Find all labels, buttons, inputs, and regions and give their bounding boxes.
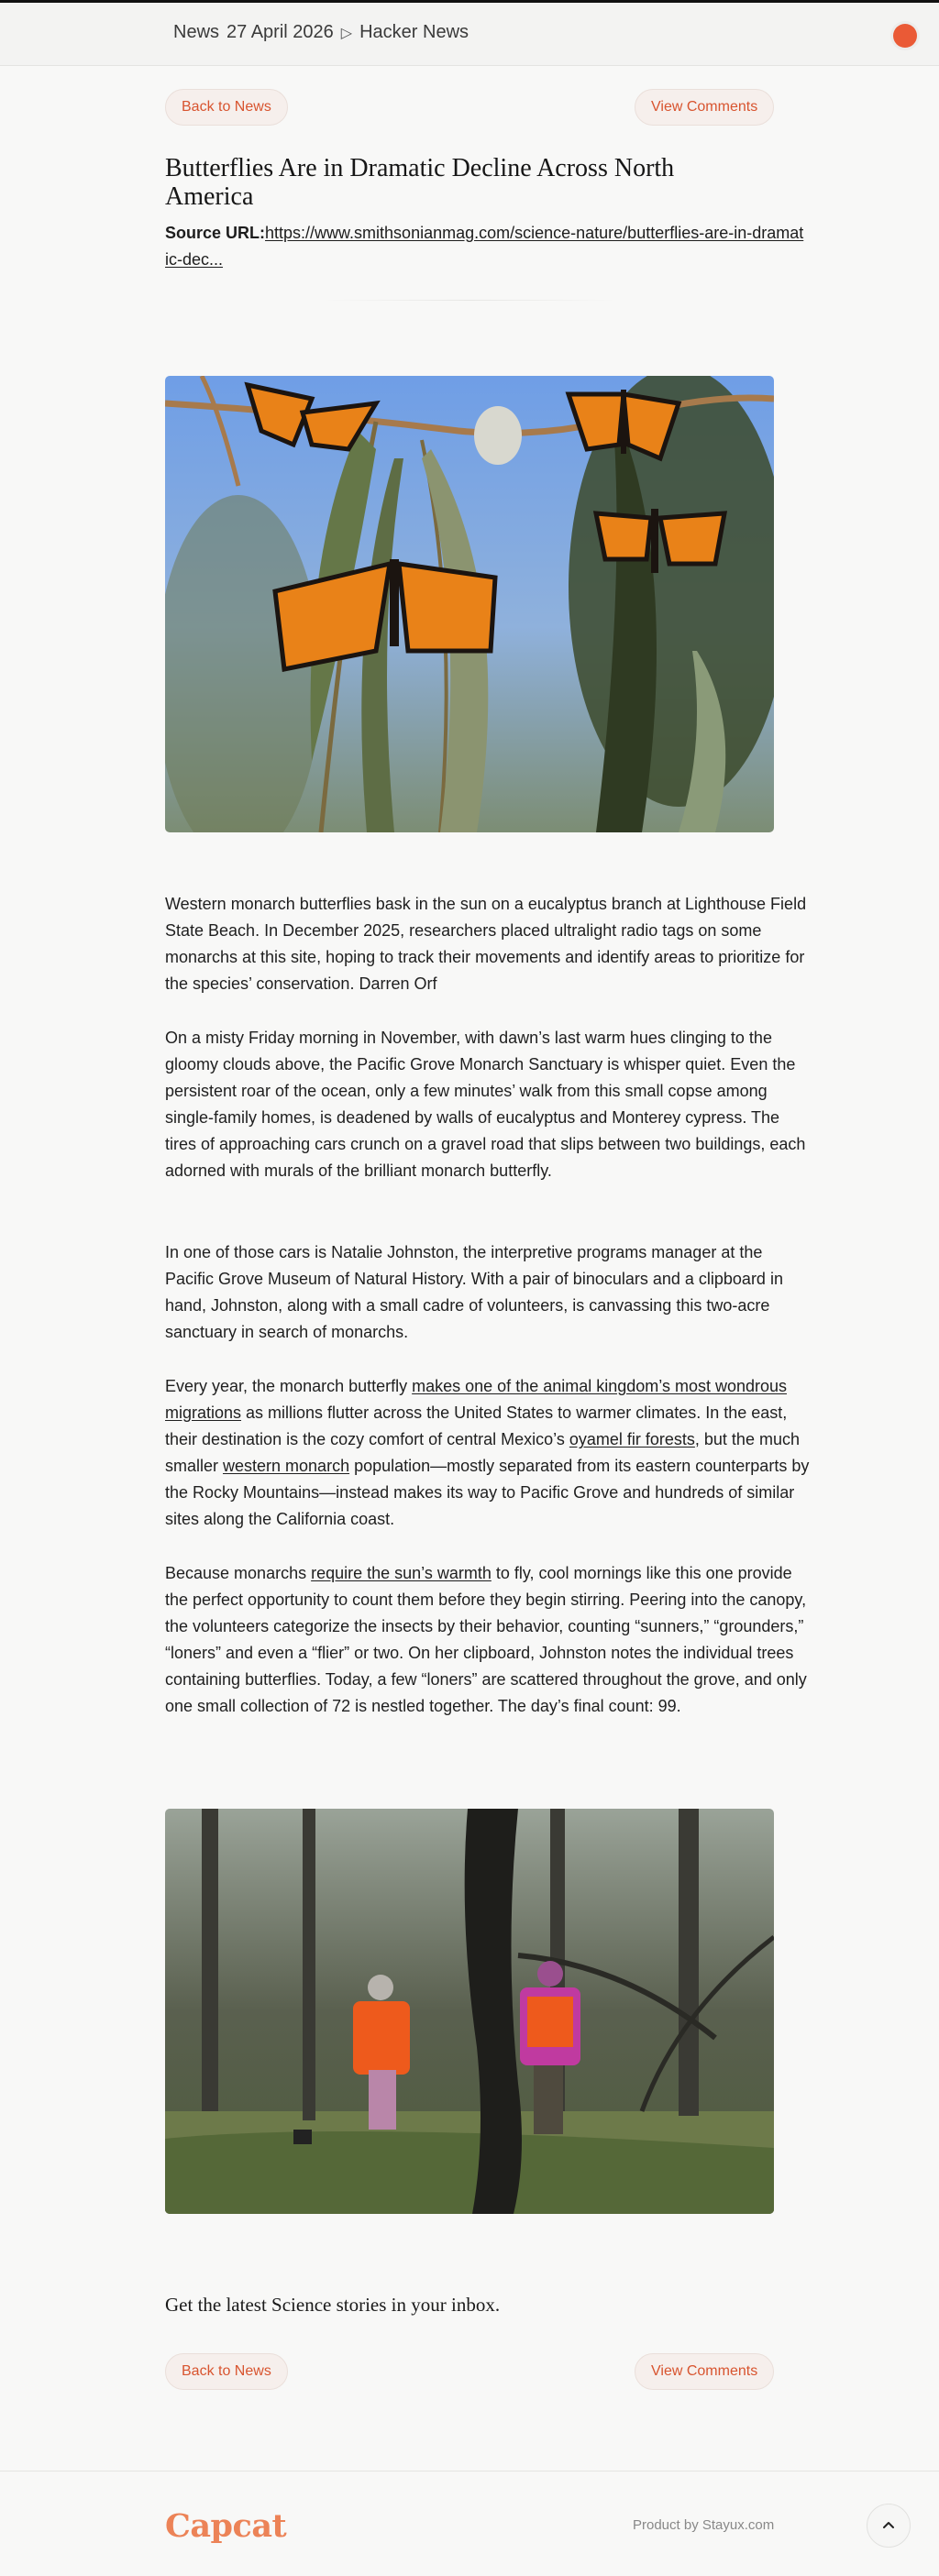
source-url-label: Source URL:: [165, 224, 266, 242]
breadcrumb-date: 27 April 2026: [226, 22, 334, 42]
link-animal-migrations[interactable]: makes one of the animal kingdom’s most wondrous migrations: [165, 1377, 788, 1422]
back-to-news-button[interactable]: Back to News: [165, 89, 288, 126]
capcat-logo[interactable]: Capcat: [165, 2507, 287, 2545]
breadcrumb-source[interactable]: Hacker News: [359, 22, 470, 42]
article-paragraph-5: [165, 1560, 812, 1720]
top-bar: [0, 0, 939, 66]
divider: [323, 300, 616, 301]
paragraph-text: as millions flutter across the United States to warmer climates. In the east, their destination is the cozy comfort of central Mexico’s: [165, 1404, 788, 1448]
paragraph-text: to fly, cool mornings like this one provide the perfect opportunity to count them before they begin stirring. Peering into the canopy, the volunteers categorize the insects by their behavior, counting “sunners,” “grounders,” “loners” and even a “flier” or two. On her clipboard, Johnston notes the individual trees containing butterflies. Today, a few “loners” are scattered throughout the grove, and only one small collection of 72 is nestled together. The day’s final count: 99.: [165, 1564, 807, 1715]
paragraph-text: population—mostly separated from its eastern counterparts by the Rocky Mountains—instead makes its way to Pacific Grove and hundreds of similar sites along the California coast.: [165, 1457, 810, 1528]
paragraph-text: Every year, the monarch butterfly: [165, 1377, 413, 1395]
view-comments-button[interactable]: View Comments: [635, 89, 774, 126]
scroll-to-top-button[interactable]: [867, 2504, 911, 2548]
view-comments-button-bottom[interactable]: View Comments: [635, 2353, 774, 2390]
paragraph-text: , but the much smaller: [165, 1430, 800, 1475]
footer-credit[interactable]: Product by Stayux.com: [633, 2517, 775, 2533]
breadcrumb-section[interactable]: News: [173, 22, 220, 42]
status-indicator[interactable]: [893, 24, 917, 48]
source-url-link[interactable]: https://www.smithsonianmag.com/science-nature/butterflies-are-in-dramatic-dec...: [165, 224, 804, 269]
article-paragraph-4: [165, 1373, 812, 1533]
link-western-monarch[interactable]: western monarch: [223, 1457, 350, 1475]
footer: [0, 2471, 939, 2576]
back-to-news-button-bottom[interactable]: Back to News: [165, 2353, 288, 2390]
paragraph-text: Because monarchs: [165, 1564, 312, 1582]
article-paragraph-3: In one of those cars is Natalie Johnston, the interpretive programs manager at the Pacific Grove Museum of Natural History. With a pair of binoculars and a clipboard in hand, Johnston, along with a small cadre of volunteers, is canvassing this two-acre sanctuary in search of monarchs.: [165, 1243, 783, 1341]
article-paragraph-2: On a misty Friday morning in November, with dawn’s last warm hues clinging to the gloomy clouds above, the Pacific Grove Monarch Sanctuary is whisper quiet. Even the persistent roar of the ocean, only a few minutes’ walk from this small copse among single-family homes, is deadened by walls of eucalyptus and Monterey cypress. The tires of approaching cars crunch on a gravel road that slips between two buildings, each adorned with murals of the brilliant monarch butterfly.: [165, 1029, 806, 1180]
article-paragraph-1: Western monarch butterflies bask in the sun on a eucalyptus branch at Lighthouse Field State Beach. In December 2025, researchers placed ultralight radio tags on some monarchs at this site, hoping to track their movements and identify areas to prioritize for the species’ conservation. Darren Orf: [165, 895, 807, 993]
link-oyamel-fir-forests[interactable]: oyamel fir forests: [569, 1430, 695, 1448]
breadcrumb: [173, 22, 469, 43]
triangle-right-icon: ▷: [340, 25, 353, 41]
newsletter-prompt: Get the latest Science stories in your inbox.: [165, 2294, 501, 2316]
source-url-line: [165, 220, 807, 273]
article-title: Butterflies Are in Dramatic Decline Across North America: [165, 154, 675, 211]
link-require-suns-warmth[interactable]: require the sun’s warmth: [311, 1564, 492, 1582]
chevron-up-icon: [881, 2518, 896, 2533]
article-image-volunteers: [165, 1809, 774, 2214]
article-image-monarchs: [165, 376, 774, 832]
